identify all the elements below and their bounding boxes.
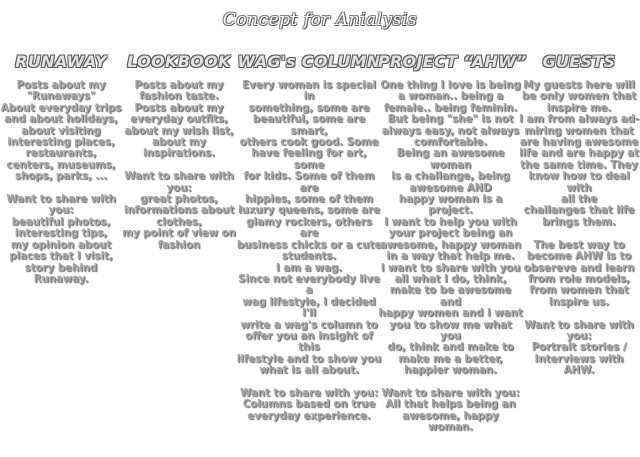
column-heading: WAG's COLUMN	[237, 52, 381, 71]
column-wags-column	[236, 52, 382, 422]
column-body: My guests here will be only women that inspire me. I am from always ad- miring women that are having awesome life and are happy at the same time. They know how to deal with all the challanges that life brings them. The best way to become AHW is to obsereve and learn from role models, from women that inspire us. Want to share with you: Portrait stories / Interviews with AHW.	[519, 80, 639, 377]
column-body: Every woman is special in something, some are beautiful, some are smart, others cook good. Some have feeling for art, some for kids. Some of them are hippies, some of them luxury queens, some are glamy rockers, others are business chicks or a cute students. I am a wag. Since not everybody live a wag lifestyle, I decided I'll write a wag's column to offer you an insight of this lifestyle and to show you what is all about. Want to share with you: Columns based on true everyday experience.	[236, 80, 382, 422]
page-title: Concept for Anialysis	[222, 10, 418, 30]
column-body: Posts about my fashion taste. Posts about my everyday outfits, about my wish list, about my inspirations. Want to share with you: great photos, informations about clothes, my point of view on fashion	[122, 80, 236, 251]
column-guests	[518, 52, 640, 377]
column-heading: LOOKBOOK	[127, 52, 231, 71]
column-heading: RUNAWAY	[15, 52, 107, 71]
column-body: One thing I love is being a woman.. being a female.. being feminin. But being "she" is not always easy, not always comfortable. Being an awesome woman is a challange, being awesome AND happy woman is a project. I want to help you with your project being an awesome, happy woman in a way that help me. I want to share with you all what I do, think, make to be awesome and happy women and I want you to show me what you do, think and make to make me a better, happier woman. Want to share with you: All that helps being an awesome, happy woman.	[378, 80, 523, 434]
column-heading: PROJECT “AHW”	[378, 52, 527, 71]
column-lookbook	[120, 52, 238, 251]
column-heading: GUESTS	[542, 52, 616, 71]
column-body: Posts about my "Runaways" About everyday trips and about holidays, about visiting interesting places, restaurants, centers, museums, shops, parks, ... Want to share with you: beautiful photos, interesting tips, my opinion about places that I visit, story behind Runaway.	[0, 80, 122, 285]
column-runaway	[0, 52, 122, 285]
column-project-ahw	[378, 52, 527, 434]
